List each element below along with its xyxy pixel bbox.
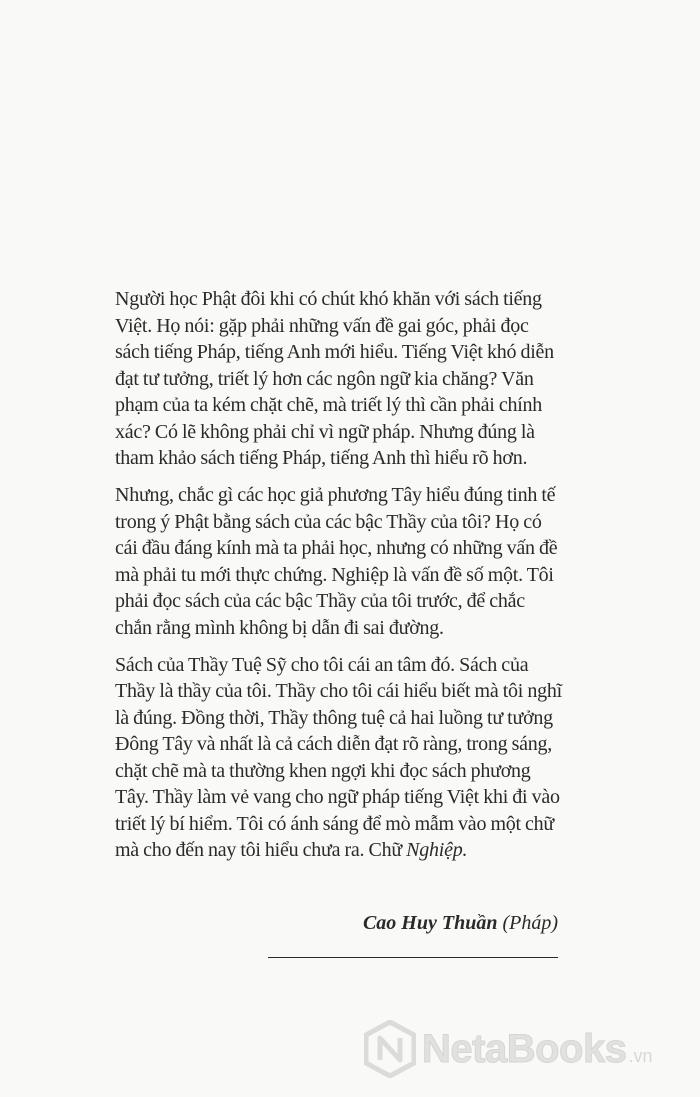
- author-signature: [363, 912, 558, 935]
- paragraph-2: Nhưng, chắc gì các học giả phương Tây hiểu đúng tinh tế trong ý Phật bằng sách của các bậc Thầy của tôi? Họ có cái đầu đáng kính mà ta phải học, nhưng có những vấn đề mà phải tu mới thực chứng. Nghiệp là vấn đề số một. Tôi phải đọc sách của các bậc Thầy của tôi trước, để chắc chắn rằng mình không bị dẫn đi sai đường.: [115, 484, 558, 639]
- watermark-brand: NetaBooks: [422, 1026, 627, 1071]
- author-origin: (Pháp): [502, 912, 558, 934]
- paragraph-3-text: Sách của Thầy Tuệ Sỹ cho tôi cái an tâm đó. Sách của Thầy là thầy của tôi. Thầy cho tôi cái hiểu biết mà tôi nghĩ là đúng. Đồng thời, Thầy thông tuệ cả hai luồng tư tưởng Đông Tây và nhất là cả cách diễn đạt rõ ràng, trong sáng, chặt chẽ mà ta thường khen ngợi khi đọc sách phương Tây. Thầy làm vẻ vang cho ngữ pháp tiếng Việt khi đi vào triết lý bí hiểm. Tôi có ánh sáng để mò mẫm vào một chữ mà cho đến nay tôi hiểu chưa ra. Chữ: [115, 653, 562, 861]
- netabooks-logo-icon: [364, 1020, 416, 1078]
- signature-rule: [268, 957, 558, 958]
- watermark: [364, 1020, 652, 1078]
- author-name: Cao Huy Thuần: [362, 912, 498, 934]
- paragraph-1: Người học Phật đôi khi có chút khó khăn với sách tiếng Việt. Họ nói: gặp phải những vấn đề gai góc, phải đọc sách tiếng Pháp, tiếng Anh mới hiểu. Tiếng Việt khó diễn đạt tư tưởng, triết lý hơn các ngôn ngữ kia chăng? Văn phạm của ta kém chặt chẽ, mà triết lý thì cần phải chính xác? Có lẽ không phải chỉ vì ngữ pháp. Nhưng đúng là tham khảo sách tiếng Pháp, tiếng Anh thì hiểu rõ hơn.: [115, 288, 554, 469]
- watermark-suffix: .vn: [628, 1045, 653, 1066]
- paragraph-3: [115, 652, 565, 864]
- paragraph-3-emphasis: Nghiệp.: [406, 839, 468, 861]
- body-text: [115, 286, 565, 874]
